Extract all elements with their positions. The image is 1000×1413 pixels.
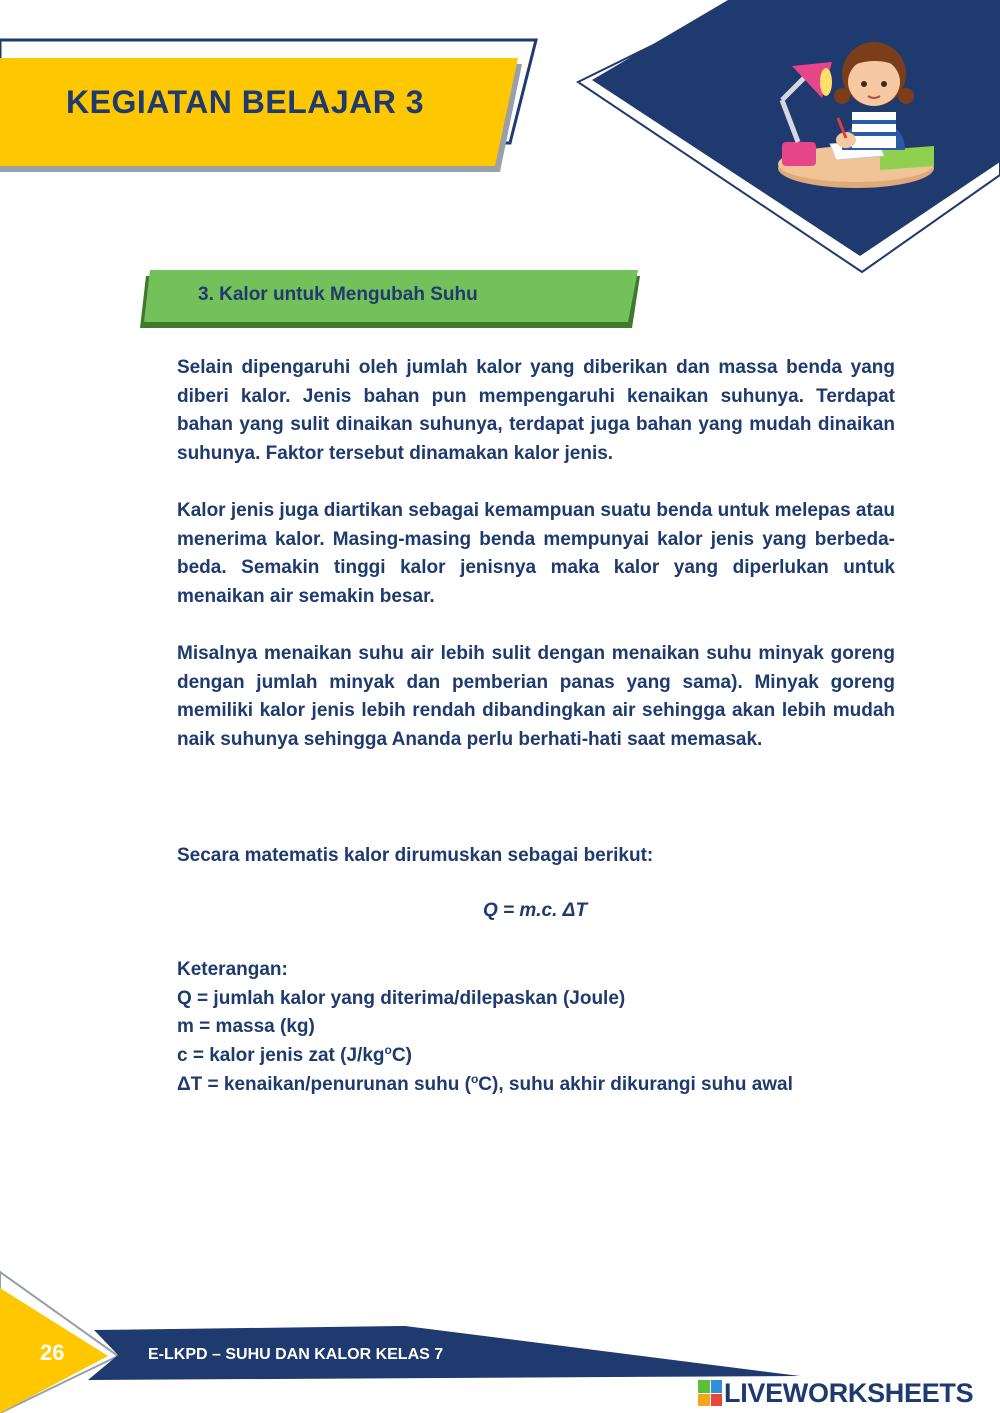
- keterangan-dt-text: ΔT = kenaikan/penurunan suhu (: [177, 1074, 471, 1095]
- liveworksheets-logo-icon: [698, 1380, 722, 1406]
- paragraph-2: Kalor jenis juga diartikan sebagai kemampuan suatu benda untuk melepas atau menerima kalor. Masing-masing benda mempunyai kalor jenis yang berbeda-beda. Semakin tinggi kalor jenisnya maka kalor yang diperlukan untuk menaikan air semakin besar.: [177, 500, 895, 608]
- paragraph-1: Selain dipengaruhi oleh jumlah kalor yang diberikan dan massa benda yang diberi kalor. Jenis bahan pun mempengaruhi kenaikan suhunya. Terdapat bahan yang sulit dinaikan suhunya, terdapat juga bahan yang mudah dinaikan suhunya. Faktor tersebut dinamakan kalor jenis.: [177, 357, 895, 465]
- keterangan-c-text: c = kalor jenis zat (J/kg: [177, 1045, 385, 1066]
- section-title: 3. Kalor untuk Mengubah Suhu: [198, 284, 478, 305]
- math-intro: Secara matematis kalor dirumuskan sebagai berikut:: [177, 845, 654, 866]
- paragraph-3: Misalnya menaikan suhu air lebih sulit dengan menaikan suhu minyak goreng dengan jumlah minyak dan pemberian panas yang sama). Minyak goreng memiliki kalor jenis lebih rendah dibandingkan air sehingga akan lebih mudah naik suhunya sehingga Ananda perlu berhati-hati saat memasak.: [177, 643, 895, 751]
- page-number: 26: [40, 1340, 65, 1365]
- keterangan-c-unit: C): [391, 1045, 412, 1066]
- brand-name: LIVEWORKSHEETS: [724, 1377, 974, 1408]
- keterangan-m: m = massa (kg): [177, 1016, 315, 1037]
- footer-text: E-LKPD – SUHU DAN KALOR KELAS 7: [148, 1346, 444, 1363]
- keterangan-c: [177, 1042, 412, 1071]
- page-title: KEGIATAN BELAJAR 3: [66, 84, 425, 120]
- formula: Q = m.c. ΔT: [482, 900, 588, 921]
- keterangan-delta-t: [177, 1071, 793, 1100]
- keterangan-heading: Keterangan:: [177, 959, 288, 980]
- brand[interactable]: [698, 1376, 973, 1410]
- degree-sup: o: [470, 1072, 479, 1086]
- keterangan-q: Q = jumlah kalor yang diterima/dilepaskan (Joule): [177, 988, 626, 1009]
- degree-sup: o: [384, 1043, 392, 1057]
- keterangan-dt-rest: C), suhu akhir dikurangi suhu awal: [478, 1074, 793, 1095]
